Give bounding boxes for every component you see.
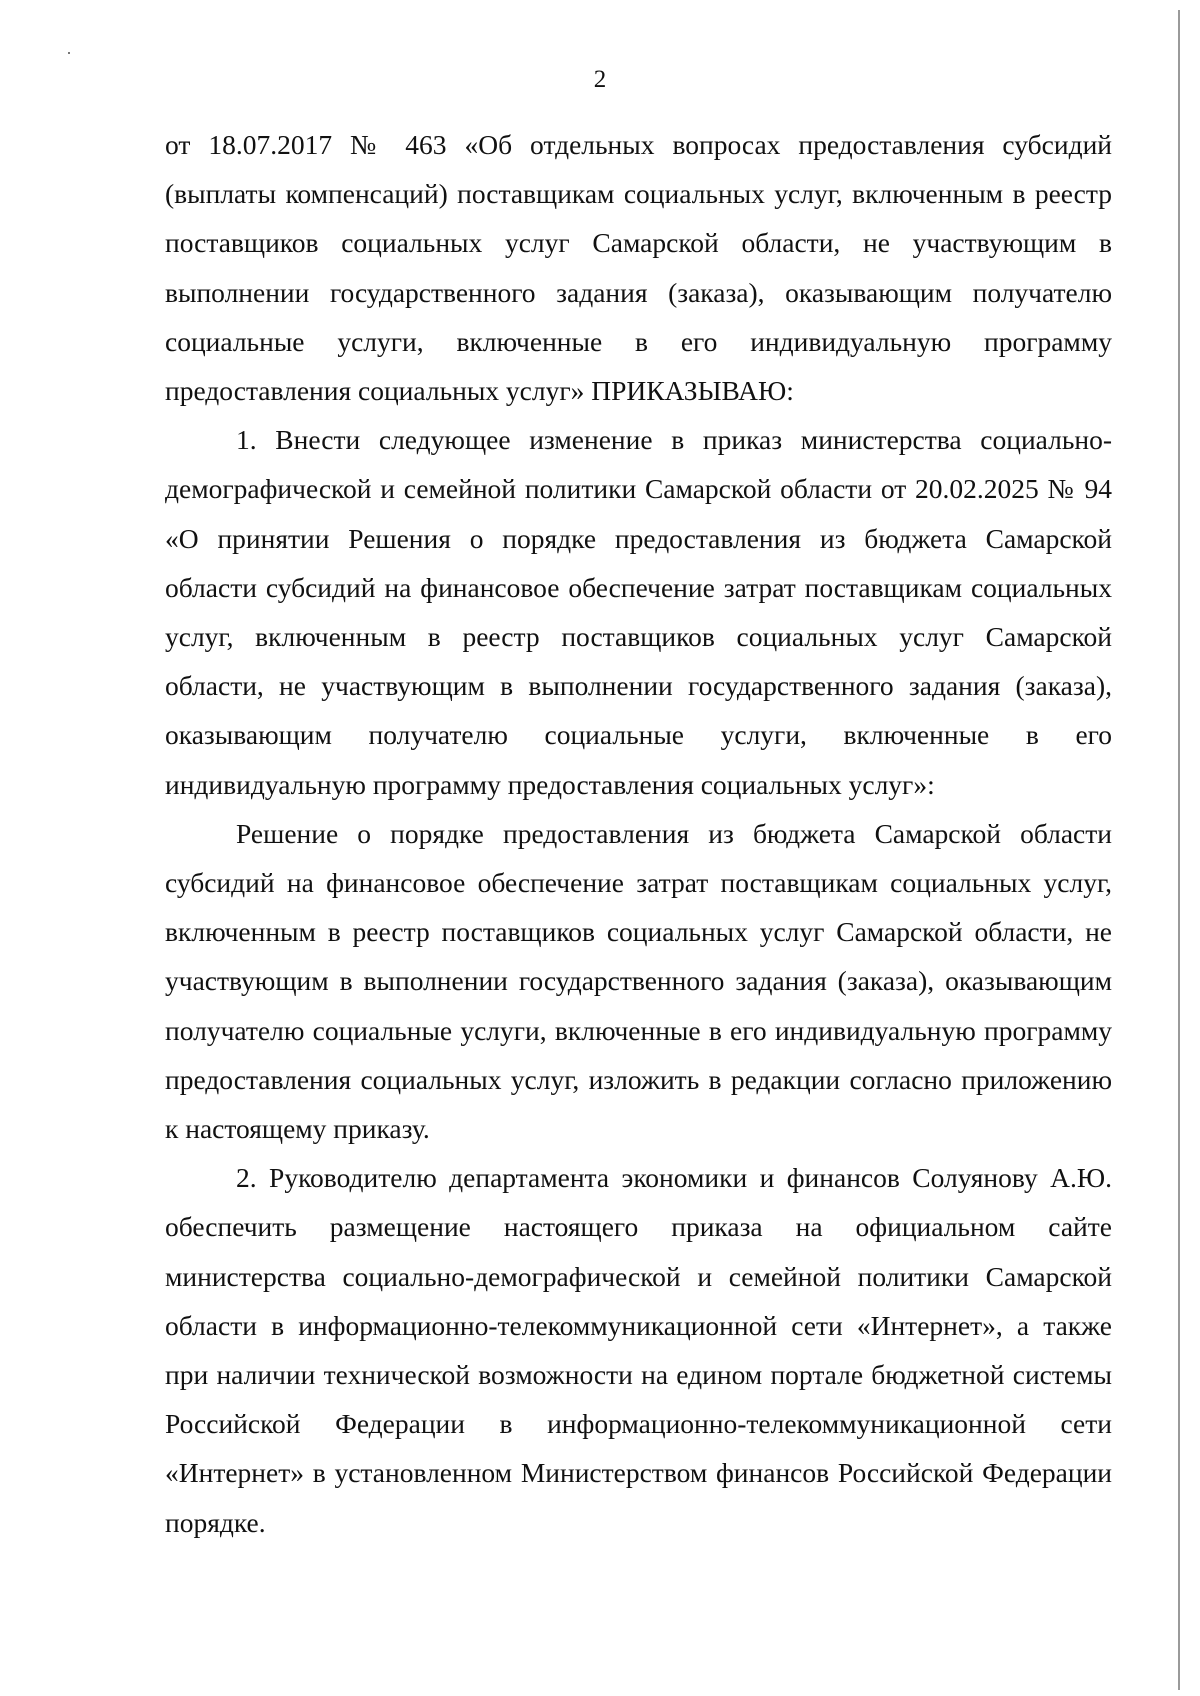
paragraph-item-2: 2. Руководителю департамента экономики и финансов Солуянову А.Ю. обеспечить размещение настоящего приказа на официальном сайте министерства социально-демографической и семейной политики Самарской области в информационно-телекоммуникационной сети «Интернет», а также при наличии технической возможности на едином портале бюджетной системы Российской Федерации в информационно-телекоммуникационной сети «Интернет» в установленном Министерством финансов Российской Федерации порядке. [165,1162,1112,1538]
paragraph-decision-title: Решение о порядке предоставления из бюджета Самарской области субсидий на финансовое обеспечение затрат поставщикам социальных услуг, включенным в реестр поставщиков социальных услуг Самарской области, не участвующим в выполнении государственного задания (заказа), оказывающим получателю социальные услуги, включенные в его индивидуальную программу предоставления социальных услуг, изложить в редакции согласно приложению к настоящему приказу. [165,817,1112,1145]
scan-page-edge [1178,10,1180,1690]
paragraph-item-1: 1. Внести следующее изменение в приказ министерства социально-демографической и семейной политики Самарской области от 20.02.2025 № 94 «О принятии Решения о порядке предоставления из бюджета Самарской области субсидий на финансовое обеспечение затрат поставщикам социальных услуг, включенным в реестр поставщиков социальных услуг Самарской области, не участвующим в выполнении государственного задания (заказа), оказывающим получателю социальные услуги, включенные в его индивидуальную программу предоставления социальных услуг»: [165,424,1112,800]
scan-speck [68,52,70,54]
paragraph-preamble: от 18.07.2017 № 463 «Об отдельных вопросах предоставления субсидий (выплаты компенсаций) поставщикам социальных услуг, включенным в реестр поставщиков социальных услуг Самарской области, не участвующим в выполнении государственного задания (заказа), оказывающим получателю социальные услуги, включенные в его индивидуальную программу предоставления социальных услуг» ПРИКАЗЫВАЮ: [165,129,1112,407]
page-number: 2 [593,66,607,93]
document-body [165,120,1112,1547]
